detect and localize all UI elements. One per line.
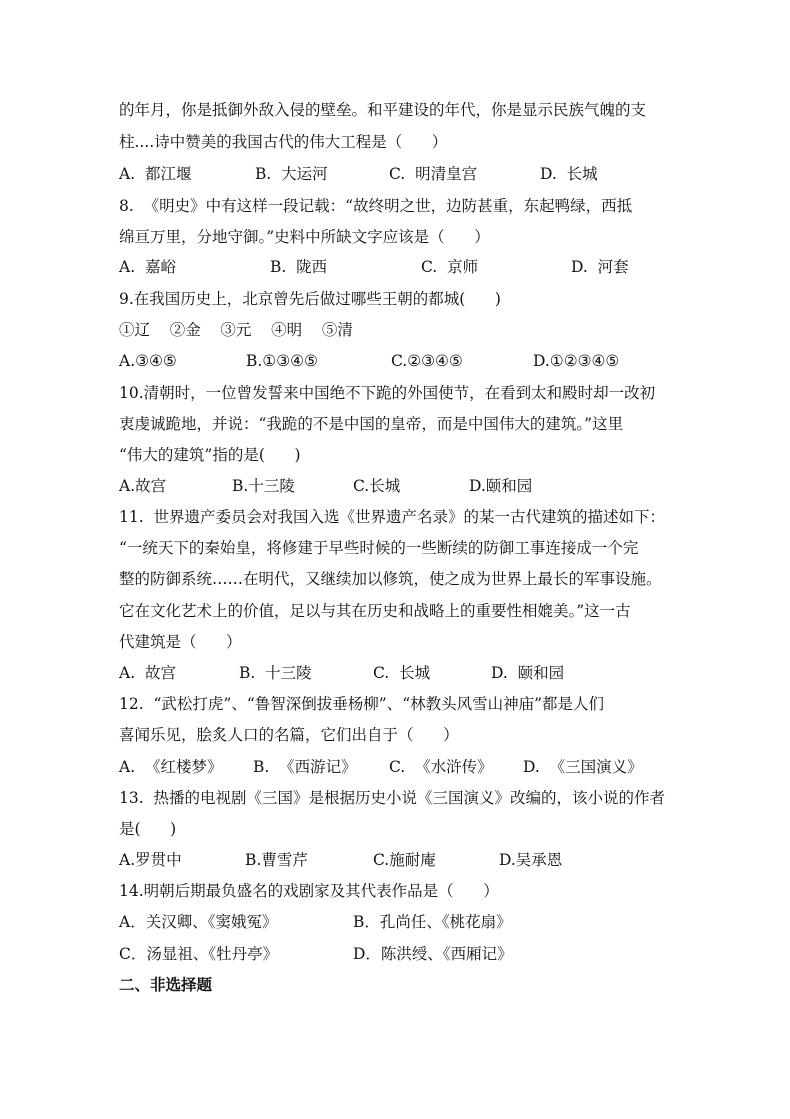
q11-option-b: B. 十三陵	[239, 664, 312, 682]
q8-line-1: 8. 《明史》中有这样一段记载：“故终明之世，边防甚重，东起鸭绿，西抵	[119, 197, 633, 215]
q13-line-2: 是( )	[119, 820, 177, 838]
q14-option-d: D．陈洪绶、《西厢记》	[353, 945, 513, 963]
q13-line-1: 13. 热播的电视剧《三国》是根据历史小说《三国演义》改编的，该小说的作者	[119, 789, 666, 807]
q9-option-b: B.①③④⑤	[246, 352, 318, 370]
q7-line-1: 的年月，你是抵御外敌入侵的壁垒。和平建设的年代，你是显示民族气魄的支	[119, 101, 647, 119]
q7-option-c: C. 明清皇宫	[389, 165, 478, 183]
q12-option-b: B. 《西游记》	[253, 758, 357, 776]
q11-line-1: 11. 世界遗产委员会对我国入选《世界遗产名录》的某一古代建筑的描述如下：	[119, 508, 666, 526]
q7-option-b: B. 大运河	[255, 165, 328, 183]
q7-option-a: A. 都江堰	[119, 165, 192, 183]
q10-line-3: “伟大的建筑”指的是( )	[119, 446, 301, 464]
q12-option-a: A. 《红楼梦》	[119, 758, 223, 776]
q12-line-2: 喜闻乐见，脍炙人口的名篇，它们出自于（ ）	[119, 726, 459, 744]
q11-line-5: 代建筑是（ ）	[119, 633, 242, 651]
q8-option-a: A. 嘉峪	[119, 258, 176, 276]
q12-option-c: C. 《水浒传》	[389, 758, 493, 776]
q9-option-d: D.①②③④⑤	[533, 352, 620, 370]
q11-option-c: C. 长城	[373, 664, 431, 682]
q14-option-a: A．关汉卿、《窦娥冤》	[119, 913, 278, 931]
q10-option-b: B.十三陵	[232, 477, 295, 495]
q8-option-c: C. 京师	[421, 258, 479, 276]
q14-line-1: 14.明朝后期最负盛名的戏剧家及其代表作品是（ ）	[119, 882, 499, 900]
q11-line-2: “一统天下的秦始皇，将修建于早些时候的一些断续的防御工事连接成一个完	[119, 539, 639, 557]
q7-option-d: D. 长城	[540, 165, 598, 183]
q10-option-d: D.颐和园	[469, 477, 533, 495]
q11-option-a: A. 故宫	[119, 664, 176, 682]
q13-option-a: A.罗贯中	[119, 851, 182, 869]
q10-line-1: 10.清朝时，一位曾发誓来中国绝不下跪的外国使节，在看到太和殿时却一改初	[119, 384, 656, 402]
q10-option-c: C.长城	[353, 477, 401, 495]
q12-option-d: D. 《三国演义》	[523, 758, 643, 776]
q9-line-2: ①辽 ②金 ③元 ④明 ⑤清	[119, 321, 353, 339]
q14-option-b: B．孔尚任、《桃花扇》	[353, 913, 512, 931]
q10-option-a: A.故宫	[119, 477, 167, 495]
q13-option-c: C.施耐庵	[373, 851, 436, 869]
section-2-heading: 二、非选择题	[119, 975, 213, 994]
q13-option-d: D.吴承恩	[499, 851, 563, 869]
q11-line-4: 它在文化艺术上的价值，足以与其在历史和战略上的重要性相媲美。”这一古	[119, 602, 631, 620]
q9-option-c: C.②③④⑤	[391, 352, 463, 370]
q7-line-2: 柱....诗中赞美的我国古代的伟大工程是（ ）	[119, 133, 448, 151]
q13-option-b: B.曹雪芹	[245, 851, 308, 869]
q10-line-2: 衷虔诚跪地，并说：“我跪的不是中国的皇帝，而是中国伟大的建筑。”这里	[119, 415, 624, 433]
q11-option-d: D. 颐和园	[491, 664, 565, 682]
q8-option-b: B. 陇西	[270, 258, 328, 276]
q9-line-1: 9.在我国历史上，北京曾先后做过哪些王朝的都城( )	[119, 290, 501, 308]
q8-line-2: 绵亘万里，分地守御。”史料中所缺文字应该是（ ）	[119, 228, 490, 246]
q14-option-c: C．汤显祖、《牡丹亭》	[119, 945, 279, 963]
q11-line-3: 整的防御系统……在明代，又继续加以修筑，使之成为世界上最长的军事设施。	[119, 570, 662, 588]
q12-line-1: 12. “武松打虎”、“鲁智深倒拔垂杨柳”、“林教头风雪山神庙”都是人们	[119, 695, 605, 713]
q9-option-a: A.③④⑤	[119, 352, 177, 370]
q8-option-d: D. 河套	[571, 258, 629, 276]
